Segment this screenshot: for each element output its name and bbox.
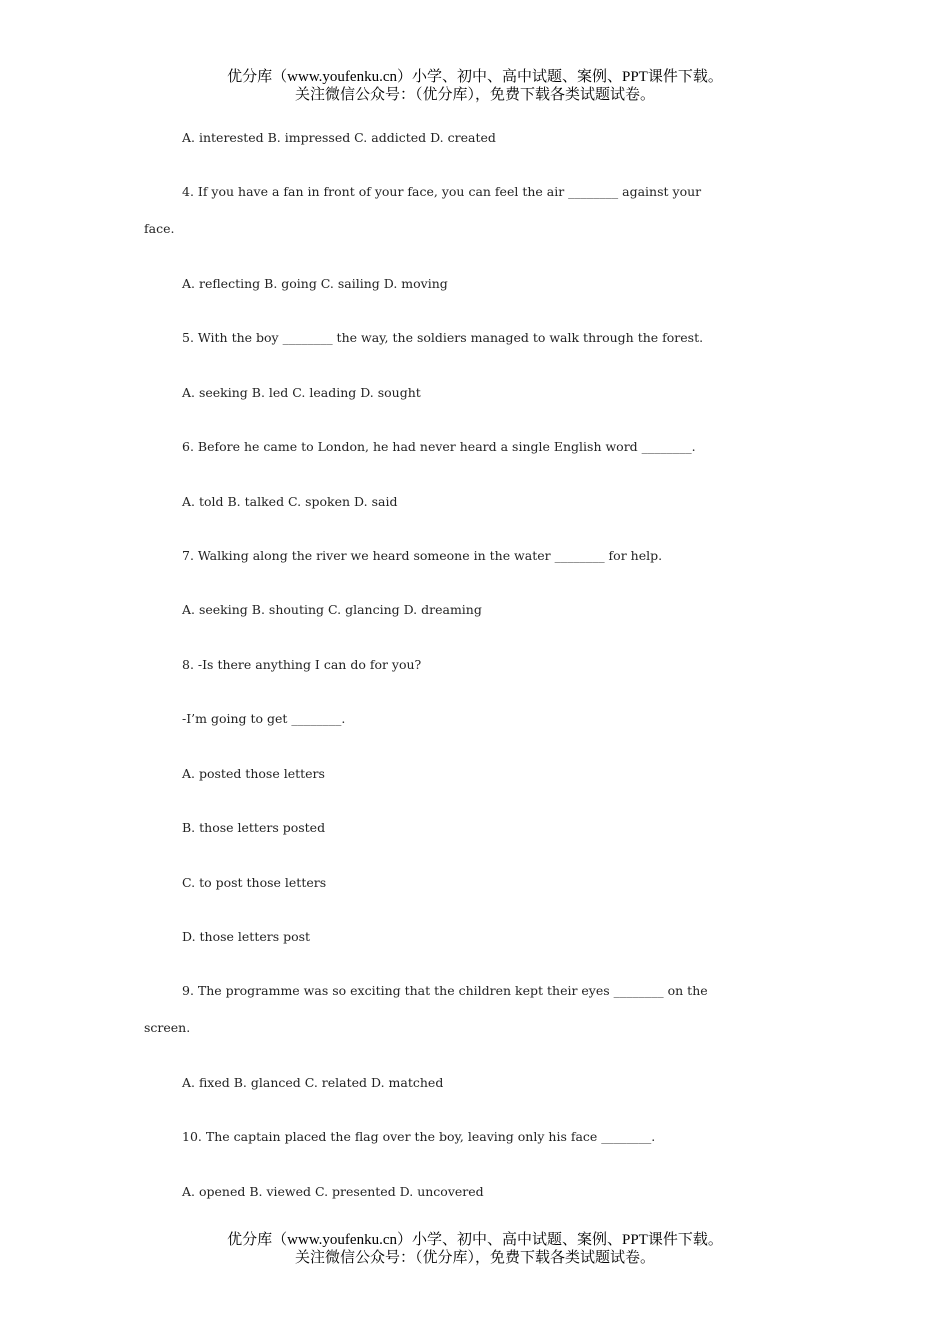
q10-stem: 10. The captain placed the flag over the boy, leaving only his face ________. (182, 1129, 656, 1144)
q9-stem-line-1: 9. The programme was so exciting that the children kept their eyes ________ on the (182, 983, 708, 998)
q7-options: A. seeking B. shouting C. glancing D. dreaming (182, 602, 482, 617)
q5-options: A. seeking B. led C. leading D. sought (182, 385, 421, 400)
q4-stem-line-1: 4. If you have a fan in front of your face, you can feel the air ________ against your (182, 184, 702, 199)
header-line-2: 关注微信公众号：（优分库），免费下载各类试题试卷。 (294, 87, 655, 103)
q5-stem: 5. With the boy ________ the way, the soldiers managed to walk through the forest. (182, 330, 704, 345)
footer-line-1: 优分库（www.youfenku.cn）小学、初中、高中试题、案例、PPT课件下载。 (227, 1232, 723, 1248)
q8-option-b: B. those letters posted (182, 820, 326, 835)
q9-stem-line-2: screen. (144, 1020, 191, 1035)
q8-option-a: A. posted those letters (182, 766, 325, 781)
q8-option-c: C. to post those letters (182, 875, 327, 890)
q6-options: A. told B. talked C. spoken D. said (182, 494, 398, 509)
q7-stem: 7. Walking along the river we heard someone in the water ________ for help. (182, 548, 663, 563)
header-line-1: 优分库（www.youfenku.cn）小学、初中、高中试题、案例、PPT课件下载。 (227, 69, 723, 85)
q8-stem-line-2: -I’m going to get ________. (182, 711, 346, 726)
q3-options: A. interested B. impressed C. addicted D. created (182, 130, 496, 145)
q8-option-d: D. those letters post (182, 929, 311, 944)
header-banner (0, 68, 950, 104)
q4-options: A. reflecting B. going C. sailing D. moving (182, 276, 448, 291)
q6-stem: 6. Before he came to London, he had never heard a single English word ________. (182, 439, 696, 454)
q4-stem-line-2: face. (144, 221, 175, 236)
footer-banner (0, 1231, 950, 1267)
q8-stem-line-1: 8. -Is there anything I can do for you? (182, 657, 422, 672)
footer-line-2: 关注微信公众号：（优分库），免费下载各类试题试卷。 (294, 1250, 655, 1266)
q9-options: A. fixed B. glanced C. related D. matched (182, 1075, 444, 1090)
q10-options: A. opened B. viewed C. presented D. uncovered (182, 1184, 484, 1199)
